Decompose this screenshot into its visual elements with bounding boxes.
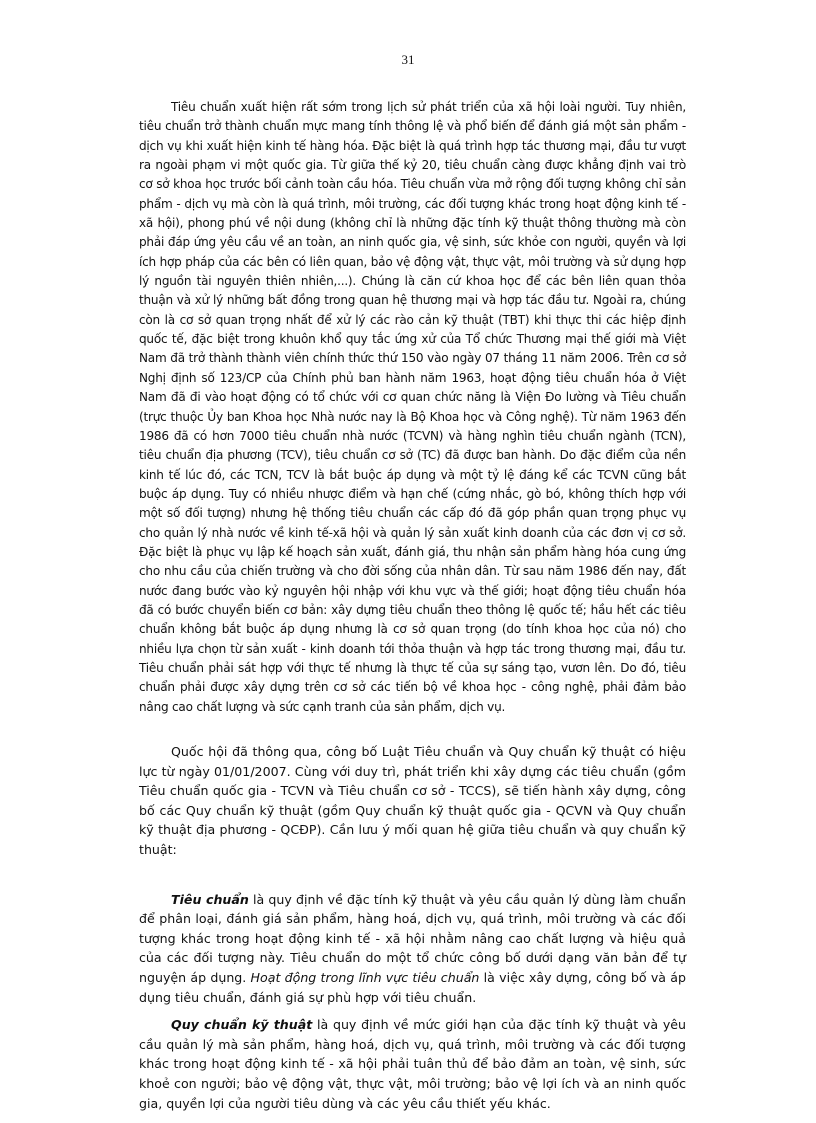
paragraph-standard-definition [139, 890, 686, 1008]
paragraph-technical-regulation-definition [139, 1015, 686, 1113]
term-technical-regulation: Quy chuẩn kỹ thuật [171, 1017, 313, 1033]
term-standards-activity: Hoạt động trong lĩnh vực tiêu chuẩn [250, 969, 480, 985]
page-number: 31 [401, 52, 415, 67]
term-standard: Tiêu chuẩn [171, 891, 249, 907]
standards-activity-text: là việc xây dựng, công bố và áp dụng tiêu chuẩn, đánh giá sự phù hợp với tiêu chuẩn. [139, 969, 686, 1005]
standard-definition-text: là quy định về đặc tính kỹ thuật và yêu cầu quản lý dùng làm chuẩn để phân loại, đánh giá sản phẩm, hàng hoá, dịch vụ, quá trình, môi trường và các đối tượng khác trong hoạt động kinh tế - xã hội nhằm nâng cao chất lượng và hiệu quả của các đối tượng này. Tiêu chuẩn do một tổ chức công bố dưới dạng văn bản để tự nguyện áp dụng. [139, 891, 686, 985]
page-content [139, 98, 686, 1113]
technical-regulation-text: là quy định về mức giới hạn của đặc tính kỹ thuật và yêu cầu quản lý mà sản phẩm, hàng hoá, dịch vụ, quá trình, môi trường và các đối tượng khác trong hoạt động kinh tế - xã hội phải tuân thủ để bảo đảm an toàn, vệ sinh, sức khoẻ con người; bảo vệ động vật, thực vật, môi trường; bảo vệ lợi ích và an ninh quốc gia, quyền lợi của người tiêu dùng và các yêu cầu thiết yếu khác. [139, 1017, 686, 1111]
paragraph-law-on-standards: Quốc hội đã thông qua, công bố Luật Tiêu chuẩn và Quy chuẩn kỹ thuật có hiệu lực từ ngày 01/01/2007. Cùng với duy trì, phát triển khi xây dựng các tiêu chuẩn (gồm Tiêu chuẩn quốc gia - TCVN và Tiêu chuẩn cơ sở - TCCS), sẽ tiến hành xây dựng, công bố các Quy chuẩn kỹ thuật (gồm Quy chuẩn kỹ thuật quốc gia - QCVN và Quy chuẩn kỹ thuật địa phương - QCĐP). Cần lưu ý mối quan hệ giữa tiêu chuẩn và quy chuẩn kỹ thuật: [139, 744, 686, 857]
paragraph-standards-history: Tiêu chuẩn xuất hiện rất sớm trong lịch sử phát triển của xã hội loài người. Tuy nhiên, tiêu chuẩn trở thành chuẩn mực mang tính thông lệ và phổ biến để đánh giá một sản phẩm - dịch vụ khi xuất hiện kinh tế hàng hóa. Đặc biệt là quá trình hợp tác thương mại, đầu tư vượt ra ngoài phạm vi một quốc gia. Từ giữa thế kỷ 20, tiêu chuẩn càng được khẳng định vai trò cơ sở khoa học trước bối cảnh toàn cầu hóa. Tiêu chuẩn vừa mở rộng đối tượng không chỉ sản phẩm - dịch vụ mà còn là quá trình, môi trường, các đối tượng khác trong hoạt động kinh tế - xã hội), phong phú về nội dung (không chỉ là những đặc tính kỹ thuật thông thường mà còn phải đáp ứng yêu cầu về an toàn, an ninh quốc gia, vệ sinh, sức khỏe con người, quyền và lợi ích hợp pháp của các bên có liên quan, bảo vệ động vật, thực vật, môi trường và sử dụng hợp lý nguồn tài nguyên thiên nhiên,...). Chúng là căn cứ khoa học để các bên liên quan thỏa thuận và xử lý những bất đồng trong quan hệ thương mại và hợp tác đầu tư. Ngoài ra, chúng còn là cơ sở quan trọng nhất để xử lý các rào cản kỹ thuật (TBT) khi thực thi các hiệp định quốc tế, đặc biệt trong khuôn khổ quy tắc ứng xử của Tổ chức Thương mại thế giới mà Việt Nam đã trở thành thành viên chính thức thứ 150 vào ngày 07 tháng 11 năm 2006. Trên cơ sở Nghị định số 123/CP của Chính phủ ban hành năm 1963, hoạt động tiêu chuẩn hóa ở Việt Nam đã đi vào hoạt động có tổ chức với cơ quan chức năng là Viện Đo lường và Tiêu chuẩn (trực thuộc Ủy ban Khoa học Nhà nước nay là Bộ Khoa học và Công nghệ). Từ năm 1963 đến 1986 đã có hơn 7000 tiêu chuẩn nhà nước (TCVN) và hàng nghìn tiêu chuẩn ngành (TCN), tiêu chuẩn địa phương (TCV), tiêu chuẩn cơ sở (TC) đã được ban hành. Do đặc điểm của nền kinh tế lúc đó, các TCN, TCV là bắt buộc áp dụng và một tỷ lệ đáng kể các TCVN cũng bắt buộc áp dụng. Tuy có nhiều nhược điểm và hạn chế (cứng nhắc, gò bó, không thích hợp với một số đối tượng) nhưng hệ thống tiêu chuẩn các cấp đó đã góp phần quan trọng phục vụ cho quản lý nhà nước về kinh tế-xã hội và quản lý sản xuất kinh doanh của các đơn vị cơ sở. Đặc biệt là phục vụ lập kế hoạch sản xuất, đánh giá, thu nhận sản phẩm hàng hóa cung ứng cho nhu cầu của chiến trường và cho đời sống của nhân dân. Từ sau năm 1986 đến nay, đất nước đang bước vào kỷ nguyên hội nhập với khu vực và thế giới; hoạt động tiêu chuẩn hóa đã có bước chuyển biến cơ bản: xây dựng tiêu chuẩn theo thông lệ quốc tế; hầu hết các tiêu chuẩn không bắt buộc áp dụng nhưng là cơ sở quan trọng (do tính khoa học của nó) cho nhiều lựa chọn từ sản xuất - kinh doanh tới thỏa thuận và hợp tác trong thương mại, đầu tư. Tiêu chuẩn phải sát hợp với thực tế nhưng là thực tế của sự sáng tạo, vươn lên. Do đó, tiêu chuẩn phải được xây dựng trên cơ sở các tiến bộ về khoa học - công nghệ, phải đảm bảo nâng cao chất lượng và sức cạnh tranh của sản phẩm, dịch vụ. [139, 100, 686, 714]
